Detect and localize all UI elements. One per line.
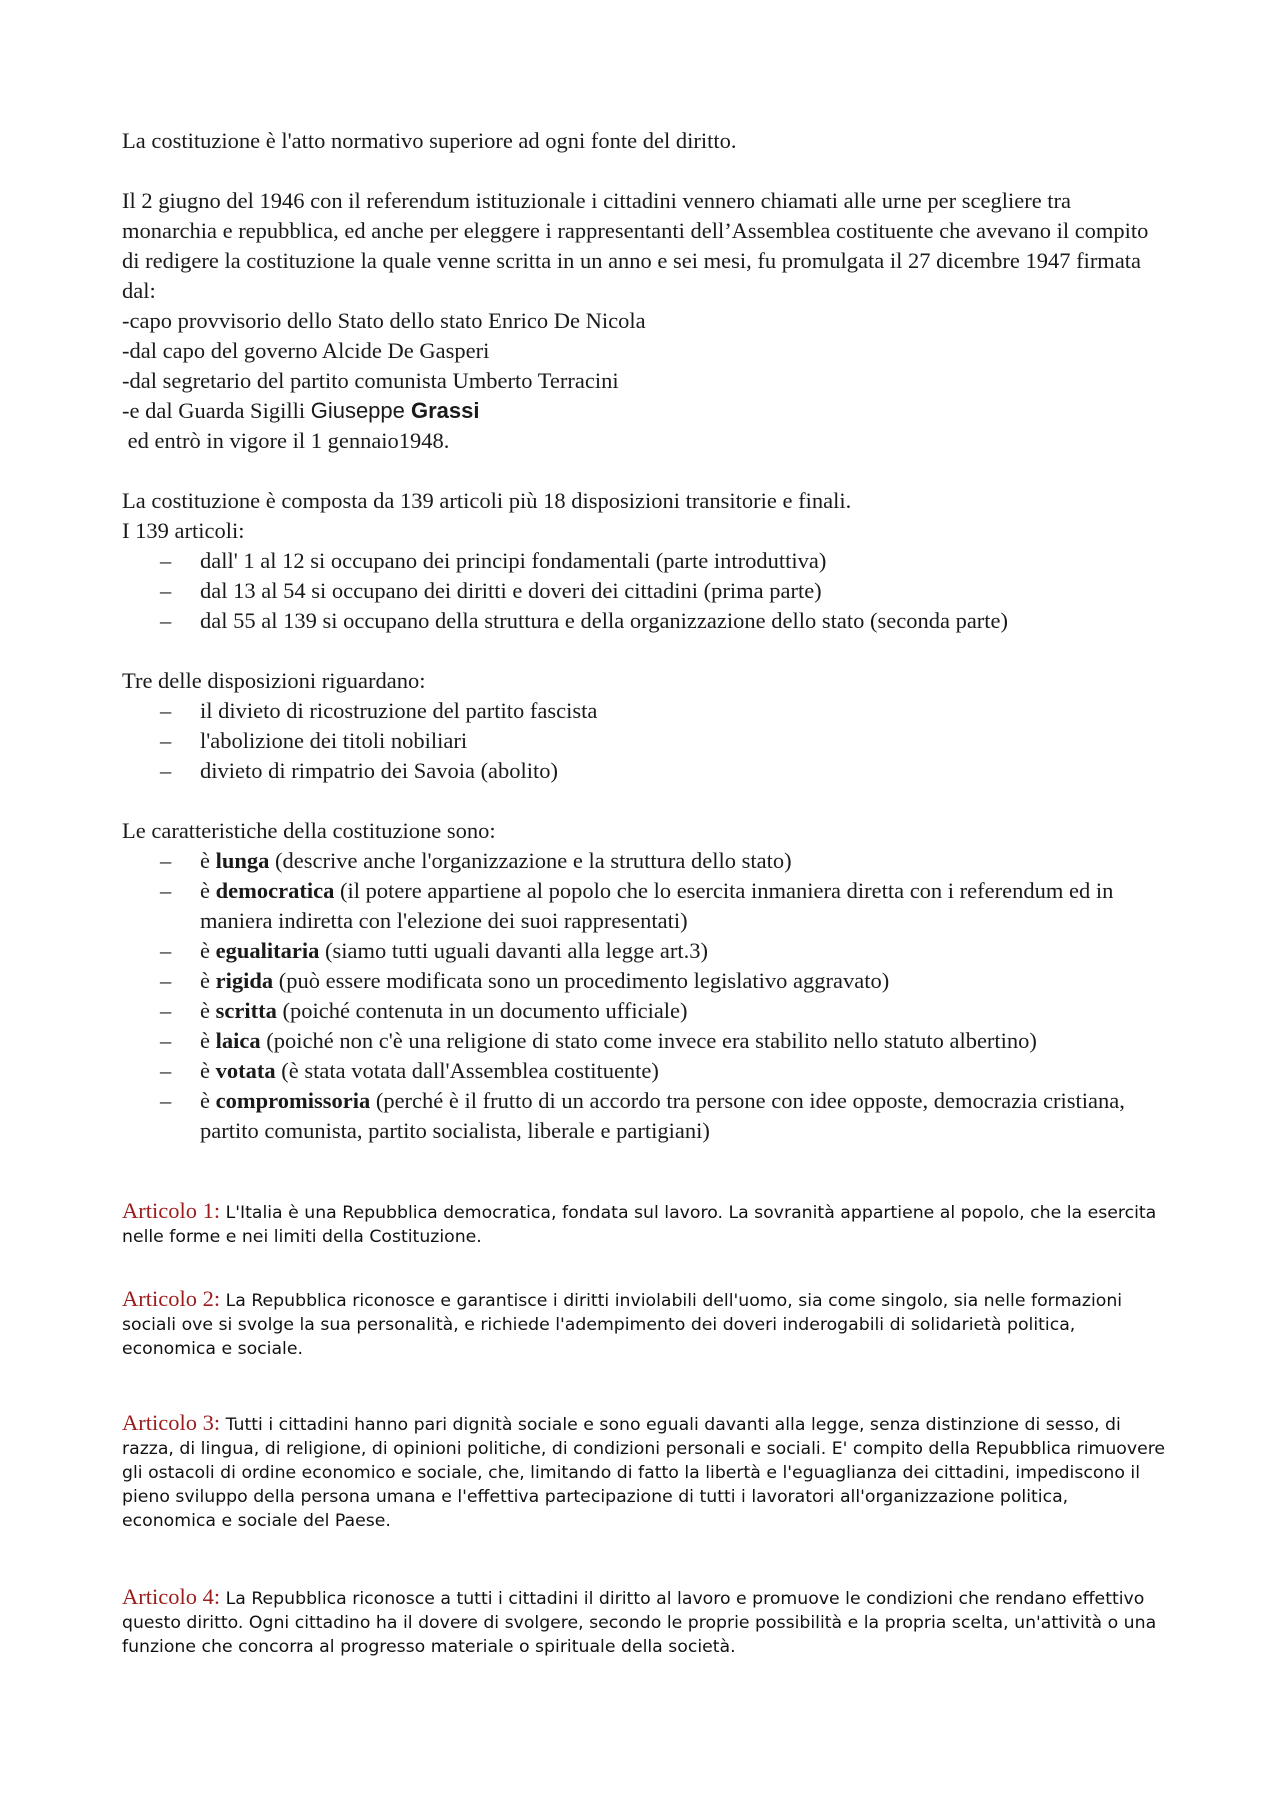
feature-desc: (siamo tutti uguali davanti alla legge art.3)	[319, 938, 708, 963]
signer-line-last	[122, 396, 1167, 426]
intro-paragraph: La costituzione è l'atto normativo superiore ad ogni fonte del diritto.	[122, 128, 737, 153]
feature-prefix: è	[200, 1028, 216, 1053]
article-text: Tutti i cittadini hanno pari dignità sociale e sono eguali davanti alla legge, senza distinzione di sesso, di razza, di lingua, di religione, di opinioni politiche, di condizioni personali e sociali. E' compito della Repubblica rimuovere gli ostacoli di ordine economico e sociale, che, limitando di fatto la libertà e l'eguaglianza dei cittadini, impediscono il pieno sviluppo della persona umana e l'effettiva partecipazione di tutti i lavoratori all'organizzazione politica, economica e sociale del Paese.	[122, 1415, 1166, 1531]
article-4	[122, 1585, 1167, 1659]
article-text: La Repubblica riconosce e garantisce i diritti inviolabili dell'uomo, sia come singolo, sia nelle formazioni sociali ove si svolge la sua personalità, e richiede l'adempimento dei doveri inderogabili di solidarietà politica, economica e sociale.	[122, 1291, 1123, 1359]
article-label: Articolo 3:	[122, 1410, 221, 1435]
feature-prefix: è	[200, 938, 216, 963]
signer-line: -dal capo del governo Alcide De Gasperi	[122, 338, 490, 363]
feature-desc: (il potere appartiene al popolo che lo esercita inmaniera diretta con i referendum ed in maniera indiretta con l'elezione dei suoi rappresentati)	[200, 878, 1114, 933]
feature-prefix: è	[200, 878, 216, 903]
feature-desc: (può essere modificata sono un procedimento legislativo aggravato)	[273, 968, 890, 993]
feature-desc: (è stata votata dall'Assemblea costituente)	[275, 1058, 659, 1083]
dispositions-list	[122, 696, 1167, 786]
feature-prefix: è	[200, 1088, 216, 1113]
article-label: Articolo 1:	[122, 1198, 221, 1223]
list-item: – il divieto di ricostruzione del partito fascista	[122, 696, 1167, 726]
list-item: – l'abolizione dei titoli nobiliari	[122, 726, 1167, 756]
feature-item	[122, 846, 1167, 876]
feature-term: laica	[215, 1028, 261, 1053]
feature-item	[122, 1086, 1167, 1146]
article-1	[122, 1199, 1167, 1249]
feature-desc: (poiché contenuta in un documento ufficiale)	[276, 998, 688, 1023]
feature-term: rigida	[215, 968, 274, 993]
feature-term: compromissoria	[215, 1088, 371, 1113]
feature-term: egualitaria	[215, 938, 320, 963]
feature-desc: (poiché non c'è una religione di stato come invece era stabilito nello statuto albertino)	[260, 1028, 1037, 1053]
feature-item	[122, 996, 1167, 1026]
signer-line: -capo provvisorio dello Stato dello stato Enrico De Nicola	[122, 308, 646, 333]
articles-list	[122, 546, 1167, 636]
signer-first-name: Giuseppe	[310, 398, 411, 423]
spacer	[122, 156, 1167, 186]
feature-item	[122, 966, 1167, 996]
feature-desc: (perché è il frutto di un accordo tra persone con idee opposte, democrazia cristiana, partito comunista, partito socialista, liberale e partigiani)	[200, 1088, 1125, 1143]
spacer	[122, 456, 1167, 486]
list-item: – divieto di rimpatrio dei Savoia (abolito)	[122, 756, 1167, 786]
article-2	[122, 1287, 1167, 1361]
feature-term: democratica	[215, 878, 335, 903]
signer-prefix: -e dal Guarda Sigilli	[122, 398, 311, 423]
list-item: – dal 13 al 54 si occupano dei diritti e doveri dei cittadini (prima parte)	[122, 576, 1167, 606]
feature-term: scritta	[215, 998, 277, 1023]
composition-line: La costituzione è composta da 139 articoli più 18 disposizioni transitorie e finali.	[122, 488, 852, 513]
list-item: – dal 55 al 139 si occupano della struttura e della organizzazione dello stato (seconda parte)	[122, 606, 1167, 636]
composition-heading: I 139 articoli:	[122, 518, 245, 543]
feature-term: lunga	[215, 848, 270, 873]
feature-prefix: è	[200, 848, 216, 873]
article-3	[122, 1411, 1167, 1533]
features-heading: Le caratteristiche della costituzione sono:	[122, 818, 496, 843]
feature-item	[122, 1026, 1167, 1056]
feature-term: votata	[215, 1058, 276, 1083]
features-list	[122, 846, 1167, 1146]
feature-item	[122, 876, 1167, 936]
signer-line: -dal segretario del partito comunista Umberto Terracini	[122, 368, 619, 393]
entry-into-force: ed entrò in vigore il 1 gennaio1948.	[122, 428, 450, 453]
list-item: – dall' 1 al 12 si occupano dei principi fondamentali (parte introduttiva)	[122, 546, 1167, 576]
feature-prefix: è	[200, 998, 216, 1023]
article-label: Articolo 4:	[122, 1584, 221, 1609]
article-label: Articolo 2:	[122, 1286, 221, 1311]
feature-desc: (descrive anche l'organizzazione e la struttura dello stato)	[269, 848, 792, 873]
spacer	[122, 636, 1167, 666]
feature-prefix: è	[200, 1058, 216, 1083]
feature-item	[122, 936, 1167, 966]
signer-last-name: Grassi	[411, 398, 480, 423]
document-page	[122, 126, 1167, 1659]
article-text: L'Italia è una Repubblica democratica, fondata sul lavoro. La sovranità appartiene al popolo, che la esercita nelle forme e nei limiti della Costituzione.	[122, 1203, 1157, 1247]
dispositions-heading: Tre delle disposizioni riguardano:	[122, 668, 426, 693]
history-paragraph: Il 2 giugno del 1946 con il referendum istituzionale i cittadini vennero chiamati alle urne per scegliere tra monarchia e repubblica, ed anche per eleggere i rappresentanti dell’Assemblea costituente che avevano il compito di redigere la costituzione la quale venne scritta in un anno e sei mesi, fu promulgata il 27 dicembre 1947 firmata dal:	[122, 188, 1149, 303]
spacer	[122, 786, 1167, 816]
feature-item	[122, 1056, 1167, 1086]
article-text: La Repubblica riconosce a tutti i cittadini il diritto al lavoro e promuove le condizioni che rendano effettivo questo diritto. Ogni cittadino ha il dovere di svolgere, secondo le proprie possibilità e la propria scelta, un'attività o una funzione che concorra al progresso materiale o spirituale della società.	[122, 1589, 1157, 1657]
feature-prefix: è	[200, 968, 216, 993]
